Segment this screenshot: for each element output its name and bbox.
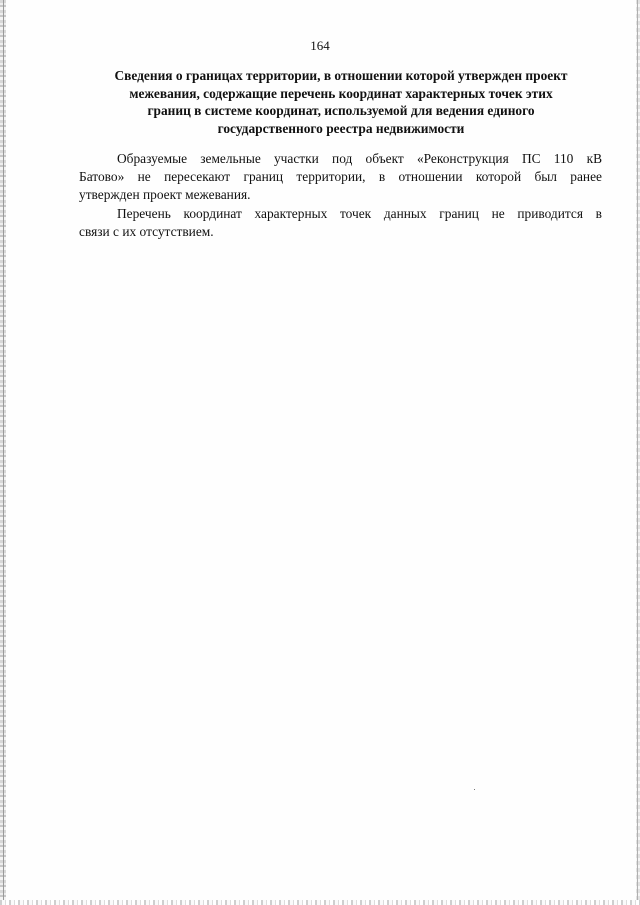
paragraph-line: Батово» не пересекают границ территории, в отношении которой был ранее [79,169,602,185]
paragraph-line: утвержден проект межевания. [79,187,251,203]
scan-edge-left-line [3,0,4,905]
heading-line: границ в системе координат, используемой для ведения единого [147,103,535,118]
scan-speck [474,789,475,790]
page-number: 164 [310,38,330,53]
scan-edge-bottom [0,900,640,905]
heading-line: межевания, содержащие перечень координат характерных точек этих [129,85,553,101]
heading-line: Сведения о границах территории, в отношении которой утвержден проект [114,68,568,83]
scan-edge-right-line [637,0,638,905]
paragraph-line: Перечень координат характерных точек данных границ не приводится в [117,205,602,221]
body-text [79,150,602,241]
paragraph-line: Образуемые земельные участки под объект «Реконструкция ПС 110 кВ [117,151,602,166]
paragraph-2 [79,205,602,241]
section-heading [80,67,602,137]
paragraph-1 [79,150,602,205]
heading-line: государственного реестра недвижимости [217,120,465,136]
paragraph-line: связи с их отсутствием. [79,223,214,239]
